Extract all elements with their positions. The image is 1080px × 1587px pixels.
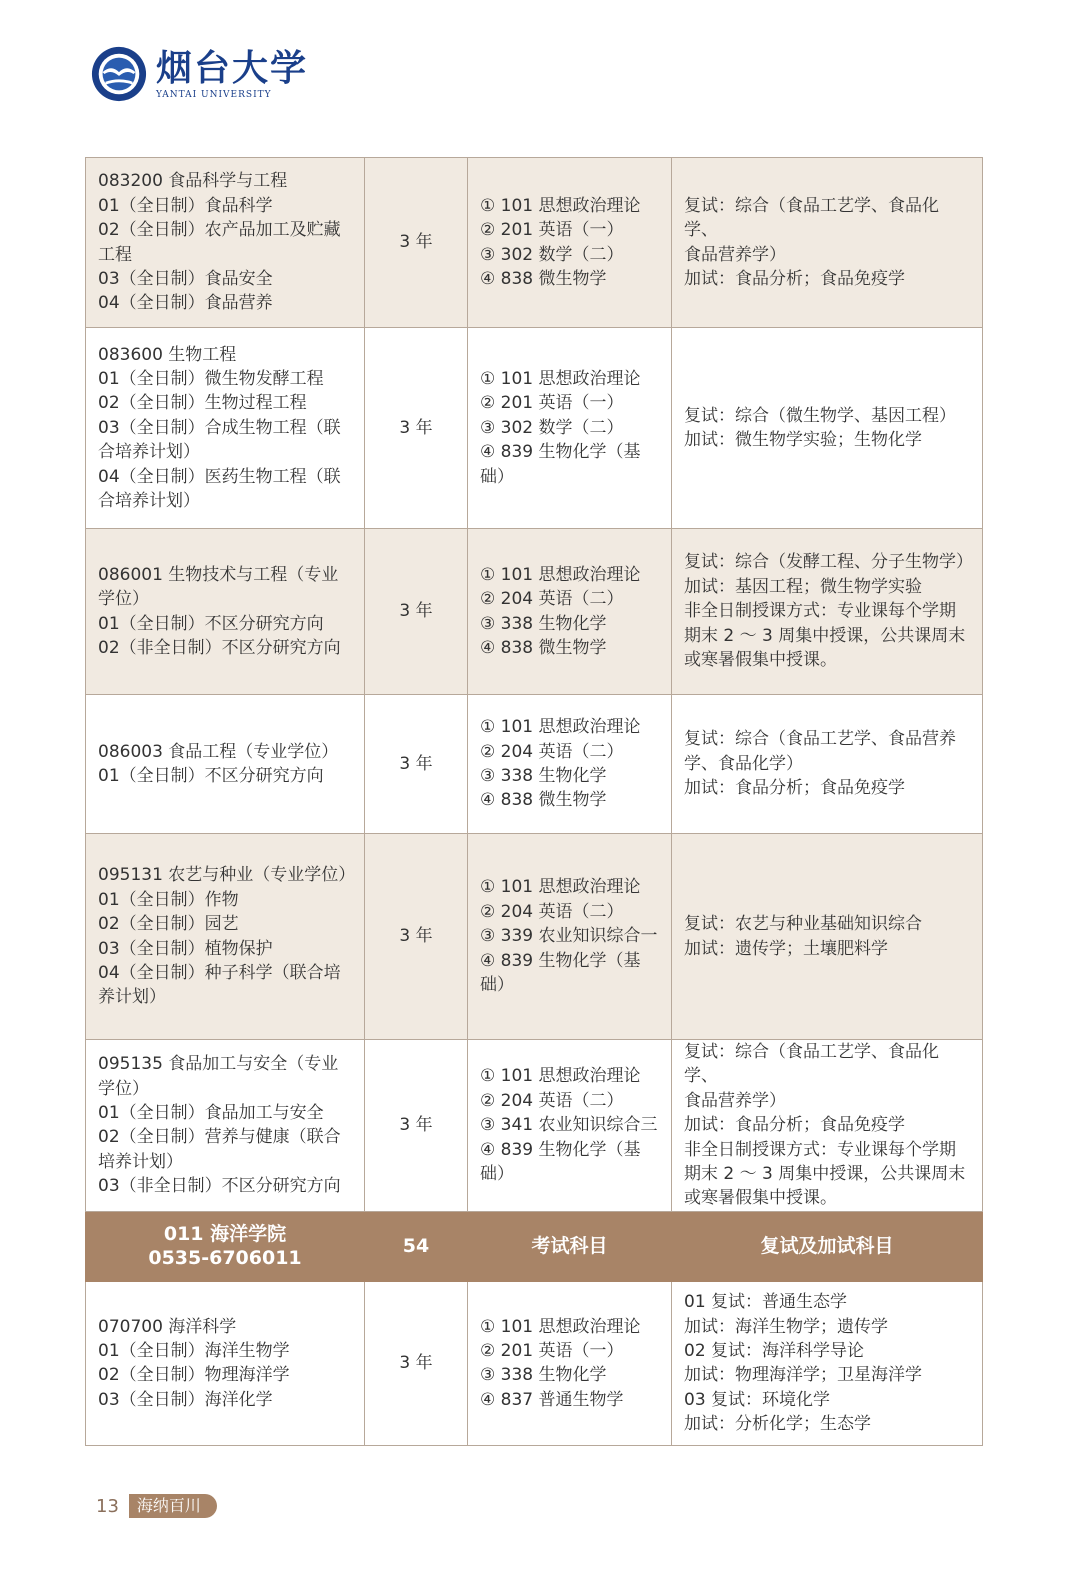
retest-line: 食品营养学）	[684, 244, 786, 265]
exam-line: ② 204 英语（二）	[480, 741, 624, 762]
major-line: 01（全日制）作物	[98, 889, 239, 910]
major-line: 04（全日制）种子科学（联合培	[98, 962, 341, 983]
exam-line: ③ 302 数学（二）	[480, 244, 624, 265]
exam-line: ④ 837 普通生物学	[480, 1389, 624, 1410]
duration-cell: 3 年	[365, 158, 468, 328]
exam-line: ① 101 思想政治理论	[480, 717, 641, 738]
major-line: 086001 生物技术与工程（专业	[98, 564, 339, 585]
major-row	[86, 1281, 983, 1445]
retest-line: 03 复试：环境化学	[684, 1389, 831, 1410]
retest-line: 加试：海洋生物学；遗传学	[684, 1316, 888, 1337]
exam-line: ④ 838 微生物学	[480, 268, 607, 289]
major-line: 02（非全日制）不区分研究方向	[98, 637, 341, 658]
retest-line: 非全日制授课方式：专业课每个学期	[684, 601, 956, 622]
major-line: 03（非全日制）不区分研究方向	[98, 1176, 341, 1197]
exam-line: ④ 839 生物化学（基础）	[480, 442, 641, 487]
retest-line: 或寒暑假集中授课。	[684, 1188, 837, 1209]
major-row	[86, 328, 983, 529]
major-line: 03（全日制）合成生物工程（联	[98, 417, 341, 438]
major-line: 工程	[98, 244, 132, 265]
exam-line: ② 204 英语（二）	[480, 1090, 624, 1111]
duration-cell: 3 年	[365, 529, 468, 695]
duration-cell: 3 年	[365, 1040, 468, 1212]
university-header	[90, 42, 308, 106]
rows-before	[86, 158, 983, 1212]
exam-cell	[468, 328, 672, 529]
exam-cell	[468, 834, 672, 1040]
retest-line: 加试：分析化学；生态学	[684, 1414, 871, 1435]
university-emblem-icon	[90, 45, 148, 103]
duration-cell: 3 年	[365, 695, 468, 834]
major-line: 03（全日制）食品安全	[98, 268, 273, 289]
exam-line: ① 101 思想政治理论	[480, 1316, 641, 1337]
retest-cell	[672, 328, 983, 529]
retest-line: 非全日制授课方式：专业课每个学期	[684, 1139, 956, 1160]
retest-line: 或寒暑假集中授课。	[684, 650, 837, 671]
retest-cell	[672, 695, 983, 834]
major-row	[86, 695, 983, 834]
major-line: 02（全日制）生物过程工程	[98, 393, 307, 414]
page-footer	[96, 1494, 217, 1518]
retest-line: 加试：食品分析；食品免疫学	[684, 1115, 905, 1136]
duration-cell: 3 年	[365, 328, 468, 529]
major-line: 学位）	[98, 1078, 149, 1099]
retest-line: 期末 2 ～ 3 周集中授课，公共课周末	[684, 1164, 966, 1185]
major-line: 083200 食品科学与工程	[98, 171, 288, 192]
major-cell	[86, 158, 365, 328]
college-phone: 0535-6706011	[148, 1247, 302, 1270]
retest-cell	[672, 158, 983, 328]
college-header-row	[86, 1211, 983, 1281]
exam-cell	[468, 1281, 672, 1445]
major-cell	[86, 1040, 365, 1212]
page-number: 13	[96, 1495, 119, 1517]
major-line: 01（全日制）食品加工与安全	[98, 1103, 324, 1124]
college-section	[86, 1211, 983, 1281]
exam-line: ③ 338 生物化学	[480, 1365, 607, 1386]
major-row	[86, 1040, 983, 1212]
major-line: 学位）	[98, 589, 149, 610]
retest-line: 加试：物理海洋学；卫星海洋学	[684, 1365, 922, 1386]
retest-line: 01 复试：普通生态学	[684, 1292, 848, 1313]
retest-line: 复试：综合（食品工艺学、食品化学、	[684, 1042, 939, 1087]
major-line: 02（全日制）营养与健康（联合	[98, 1127, 341, 1148]
major-line: 培养计划）	[98, 1151, 183, 1172]
exam-cell	[468, 529, 672, 695]
major-cell	[86, 529, 365, 695]
retest-line: 加试：微生物学实验；生物化学	[684, 430, 922, 450]
exam-line: ② 201 英语（一）	[480, 220, 624, 241]
retest-line: 加试：遗传学；土壤肥料学	[684, 938, 888, 959]
exam-line: ④ 839 生物化学（基础）	[480, 1139, 641, 1185]
exam-line: ③ 338 生物化学	[480, 613, 607, 634]
major-line: 095131 农艺与种业（专业学位）	[98, 865, 356, 886]
exam-line: ④ 838 微生物学	[480, 637, 607, 658]
exam-line: ② 204 英语（二）	[480, 901, 624, 922]
major-row	[86, 834, 983, 1040]
exam-line: ② 204 英语（二）	[480, 589, 624, 610]
retest-cell	[672, 529, 983, 695]
retest-cell	[672, 834, 983, 1040]
major-line: 01（全日制）不区分研究方向	[98, 766, 324, 786]
college-name-cell	[86, 1211, 365, 1281]
retest-line: 加试：食品分析；食品免疫学	[684, 778, 905, 799]
exam-line: ② 201 英语（一）	[480, 393, 624, 414]
retest-line: 复试：综合（食品工艺学、食品营养	[684, 729, 956, 750]
retest-line: 期末 2 ～ 3 周集中授课，公共课周末	[684, 625, 966, 646]
retest-line: 复试：农艺与种业基础知识综合	[684, 914, 922, 935]
exam-cell	[468, 158, 672, 328]
retest-line: 复试：综合（发酵工程、分子生物学）	[684, 552, 973, 573]
major-row	[86, 529, 983, 695]
major-line: 02（全日制）园艺	[98, 914, 239, 935]
major-line: 01（全日制）不区分研究方向	[98, 613, 324, 634]
major-line: 01（全日制）食品科学	[98, 195, 273, 216]
major-cell	[86, 328, 365, 529]
exam-header: 考试科目	[468, 1211, 672, 1281]
major-line: 01（全日制）海洋生物学	[98, 1340, 290, 1361]
major-row	[86, 158, 983, 328]
exam-line: ② 201 英语（一）	[480, 1340, 624, 1361]
retest-line: 复试：综合（食品工艺学、食品化学、	[684, 195, 939, 241]
major-line: 086003 食品工程（专业学位）	[98, 741, 339, 762]
retest-cell	[672, 1040, 983, 1212]
retest-line: 学、食品化学）	[684, 753, 803, 774]
major-line: 04（全日制）医药生物工程（联	[98, 466, 341, 487]
exam-line: ① 101 思想政治理论	[480, 195, 641, 216]
retest-cell	[672, 1281, 983, 1445]
major-line: 083600 生物工程	[98, 344, 237, 365]
university-name-cn: 烟台大学	[156, 47, 309, 89]
major-line: 合培养计划）	[98, 442, 200, 463]
retest-line: 02 复试：海洋科学导论	[684, 1340, 865, 1361]
college-name: 011 海洋学院	[163, 1223, 287, 1246]
retest-line: 复试：综合（微生物学、基因工程）	[684, 405, 956, 426]
major-line: 03（全日制）植物保护	[98, 938, 273, 959]
exam-line: ③ 339 农业知识综合一	[480, 926, 658, 947]
major-cell	[86, 1281, 365, 1445]
major-line: 养计划）	[98, 987, 166, 1008]
exam-line: ④ 838 微生物学	[480, 790, 607, 811]
exam-cell	[468, 1040, 672, 1212]
college-quota: 54	[365, 1211, 468, 1281]
major-cell	[86, 834, 365, 1040]
footer-tag: 海纳百川	[129, 1494, 217, 1518]
exam-line: ④ 839 生物化学（基础）	[480, 950, 641, 996]
major-line: 02（全日制）农产品加工及贮藏	[98, 220, 341, 241]
major-line: 095135 食品加工与安全（专业	[98, 1054, 339, 1075]
rows-after	[86, 1281, 983, 1445]
retest-line: 食品营养学）	[684, 1090, 786, 1111]
major-line: 合培养计划）	[98, 491, 200, 512]
retest-header: 复试及加试科目	[672, 1211, 983, 1281]
exam-line: ① 101 思想政治理论	[480, 564, 641, 585]
major-line: 04（全日制）食品营养	[98, 293, 273, 314]
exam-line: ③ 338 生物化学	[480, 766, 607, 786]
major-line: 03（全日制）海洋化学	[98, 1389, 273, 1410]
duration-cell: 3 年	[365, 834, 468, 1040]
retest-line: 加试：基因工程；微生物学实验	[684, 576, 922, 597]
major-line: 02（全日制）物理海洋学	[98, 1365, 290, 1386]
exam-line: ① 101 思想政治理论	[480, 1066, 641, 1087]
major-cell	[86, 695, 365, 834]
retest-line: 加试：食品分析；食品免疫学	[684, 268, 905, 289]
exam-line: ③ 341 农业知识综合三	[480, 1115, 658, 1136]
exam-line: ③ 302 数学（二）	[480, 417, 624, 438]
major-table	[85, 157, 983, 1446]
exam-line: ① 101 思想政治理论	[480, 368, 641, 389]
major-line: 01（全日制）微生物发酵工程	[98, 368, 324, 389]
major-line: 070700 海洋科学	[98, 1316, 237, 1337]
exam-cell	[468, 695, 672, 834]
exam-line: ① 101 思想政治理论	[480, 877, 641, 898]
university-name-en: YANTAI UNIVERSITY	[156, 90, 272, 100]
duration-cell: 3 年	[365, 1281, 468, 1445]
